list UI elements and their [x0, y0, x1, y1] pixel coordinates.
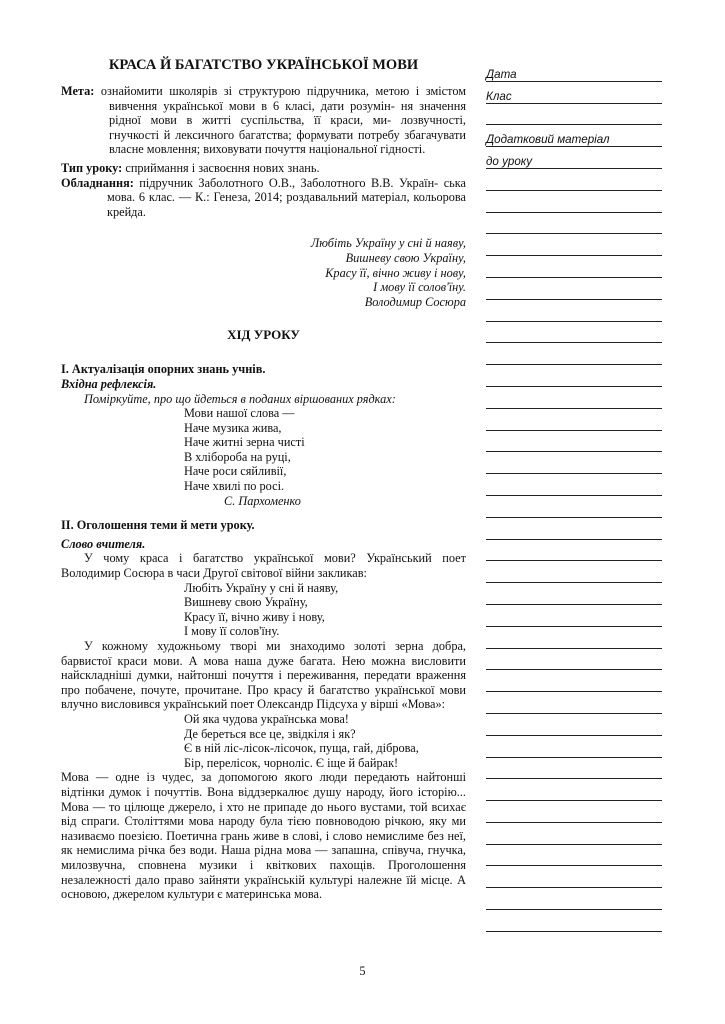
note-line[interactable] [486, 561, 662, 583]
note-line[interactable] [486, 823, 662, 845]
note-line[interactable] [486, 104, 662, 126]
poem-line: Вишневу свою Україну, [184, 595, 308, 610]
note-line[interactable] [486, 125, 662, 147]
note-line[interactable] [486, 234, 662, 256]
poem-line: Є в ній ліс-лісок-лісочок, пуща, гай, діброва, [184, 741, 419, 756]
goal-label: Мета: [61, 84, 95, 98]
note-line[interactable] [486, 431, 662, 453]
equipment-label: Обладнання: [61, 175, 134, 190]
paragraph-1: У чому краса і багатство української мови? Український поет Володимир Сосюра в часи Другої світової війни закликав: [61, 551, 466, 581]
goal-line-1: змістом вивчення української мови в 6 класі, дати розумін- [109, 84, 467, 113]
type-label: Тип уроку: [61, 160, 123, 175]
poem-3 [61, 712, 466, 770]
note-line[interactable] [486, 779, 662, 801]
goal-line-3: лозвучності, гнучкості й лексичного багатства; формувати [109, 113, 466, 142]
poem-line: Мови нашої слова — [184, 406, 295, 421]
poem-line: Наче житні зерна чисті [184, 435, 305, 450]
notes-sidebar [486, 60, 662, 932]
epigraph-line: Вишневу свою Україну, [345, 250, 466, 265]
note-line[interactable] [486, 496, 662, 518]
poem-line: Ой яка чудова українська мова! [184, 711, 349, 726]
goal-line-5: національної гідності. [308, 142, 426, 157]
lesson-type [61, 161, 466, 176]
note-line[interactable] [486, 888, 662, 910]
equipment-line-2: кольорова крейда. [107, 190, 466, 219]
epigraph-author: Володимир Сосюра [364, 294, 466, 309]
lesson-content [61, 56, 466, 902]
note-line[interactable] [486, 627, 662, 649]
goal-line-4: потребу збагачувати власне мовлення; виховувати почуття [109, 127, 466, 157]
equipment-line-0: підручник Заболотного О.В., Заболотного В.В. Україн- [139, 175, 439, 190]
date-label: Дата [486, 67, 517, 81]
note-line[interactable] [486, 343, 662, 365]
section-2-title: II. Оголошення теми й мети уроку. [61, 518, 255, 533]
section-1-task: Поміркуйте, про що йдеться в поданих віршованих рядках: [84, 391, 396, 406]
lesson-title: КРАСА Й БАГАТСТВО УКРАЇНСЬКОЇ МОВИ [108, 57, 419, 73]
section-1-subtitle: Вхідна рефлексія. [61, 376, 157, 391]
poem-1 [61, 406, 466, 508]
note-line[interactable] [486, 758, 662, 780]
note-line[interactable] [486, 649, 662, 671]
note-line[interactable] [486, 60, 662, 82]
note-line[interactable] [486, 736, 662, 758]
poem-author: С. Пархоменко [224, 493, 301, 508]
poem-line: Красу її, вічно живу і нову, [184, 609, 325, 624]
note-line[interactable] [486, 191, 662, 213]
note-line[interactable] [486, 169, 662, 191]
poem-line: Наче музика жива, [184, 420, 282, 435]
extra-material-label-2: до уроку [486, 154, 533, 168]
goal-line-0: ознайомити школярів зі структурою підручника, метою і [100, 84, 420, 98]
goal-block [61, 84, 466, 157]
course-title: ХІД УРОКУ [227, 327, 300, 343]
type-text: сприймання і засвоєння нових знань. [125, 160, 320, 175]
note-line[interactable] [486, 801, 662, 823]
poem-line: Бір, перелісок, чорноліс. Є іще й байрак! [184, 755, 399, 770]
class-label: Клас [486, 89, 512, 103]
equipment-block [61, 176, 466, 220]
note-line[interactable] [486, 474, 662, 496]
epigraph-line: Любіть Україну у сні й наяву, [310, 236, 466, 251]
note-line[interactable] [486, 322, 662, 344]
poem-line: Наче роси сяйливії, [184, 464, 287, 479]
section-1-title: I. Актуалізація опорних знань учнів. [61, 362, 266, 377]
poem-line: І мову її солов'їну. [184, 624, 280, 639]
note-line[interactable] [486, 213, 662, 235]
epigraph [61, 236, 466, 309]
note-line[interactable] [486, 910, 662, 932]
note-line[interactable] [486, 714, 662, 736]
note-line[interactable] [486, 452, 662, 474]
note-line[interactable] [486, 82, 662, 104]
page-number: 5 [359, 964, 366, 978]
note-line[interactable] [486, 583, 662, 605]
note-line[interactable] [486, 518, 662, 540]
poem-line: Наче хвилі по росі. [184, 479, 285, 494]
note-line[interactable] [486, 147, 662, 169]
poem-line: Де береться все це, звідкіля і як? [184, 726, 356, 741]
note-line[interactable] [486, 387, 662, 409]
note-line[interactable] [486, 278, 662, 300]
paragraph-3: Мова — одне із чудес, за допомогою якого люди передають найтонші відтінки думок і почуттів. Вона віддзеркалює душу народу, його історію... Мова — то цілюще джерело, і хто не припаде до нього вустами, той всихає від спраги. Століттями мова народу була тією повноводою річкою, яку ми називаємо поезією. Поетична грань живе в слові, і слово немислиме без неї, як немислима річка без води. Наша рідна мова — запашна, співуча, гнучка, милозвучна, сповнена музики і квіткових пахощів. Проголошення незалежності дало право зайняти українській культурі належне їй місце. А основою, джерелом культури є материнська мова. [61, 770, 466, 902]
goal-line-2: ня значення рідної мови в житті суспільства, її краси, ми- [109, 98, 466, 128]
equipment-line-1: ська мова. 6 клас. — К.: Генеза, 2014; роздавальний матеріал, [107, 175, 466, 205]
note-line[interactable] [486, 670, 662, 692]
section-2-subtitle: Слово вчителя. [61, 536, 146, 551]
epigraph-line: І мову її солов'їну. [373, 280, 466, 295]
poem-line: В хлібороба на руці, [184, 449, 291, 464]
note-line[interactable] [486, 605, 662, 627]
note-rule [486, 931, 662, 932]
note-line[interactable] [486, 866, 662, 888]
extra-material-label: Додатковий матеріал [486, 133, 610, 147]
note-line[interactable] [486, 256, 662, 278]
poem-line: Любіть Україну у сні й наяву, [184, 580, 339, 595]
epigraph-line: Красу її, вічно живу і нову, [325, 265, 466, 280]
note-line[interactable] [486, 409, 662, 431]
poem-2 [61, 581, 466, 639]
note-line[interactable] [486, 300, 662, 322]
note-line[interactable] [486, 365, 662, 387]
note-line[interactable] [486, 692, 662, 714]
note-line[interactable] [486, 540, 662, 562]
paragraph-2: У кожному художньому творі ми знаходимо золоті зерна добра, барвистої краси мови. А мова наша дуже багата. Нею можна висловити найскладніші думки, найтонші почуття і переживання, передати враження про побачене, почуте, прочитане. Про красу й багатство української мови влучно висловився український поет Олександр Підсуха у вірші «Мова»: [61, 639, 466, 712]
note-line[interactable] [486, 845, 662, 867]
